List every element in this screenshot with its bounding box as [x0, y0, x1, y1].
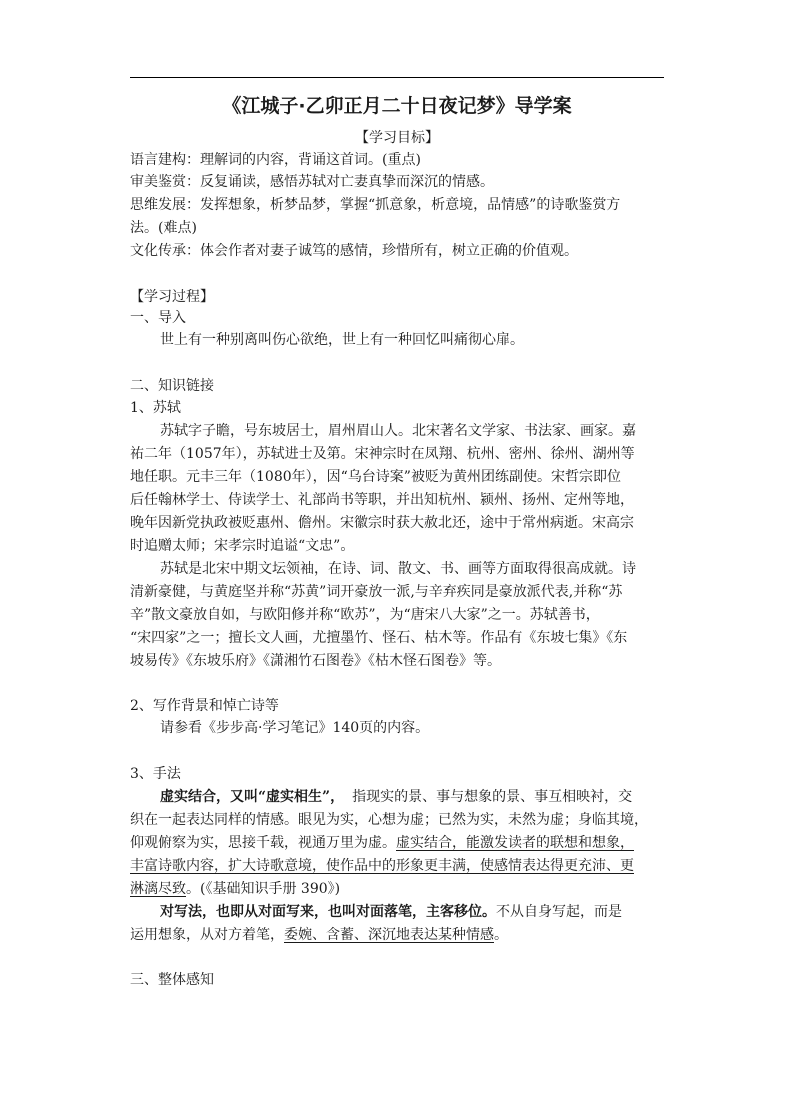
- underlined-text: 丰富诗歌内容，扩大诗歌意境，使作品中的形象更丰满，使感情表达得更充沛、更: [130, 858, 634, 874]
- section-3-heading: 三、整体感知: [130, 972, 214, 988]
- goal-thinking-cont: 法。(难点): [130, 220, 197, 236]
- bio-line: 苏轼字子瞻，号东坡居士，眉州眉山人。北宋著名文学家、书法家、画家。嘉: [160, 423, 636, 439]
- goals-header: 【学习目标】: [355, 130, 439, 146]
- background-reference: 请参看《步步高·学习笔记》140页的内容。: [160, 720, 430, 736]
- header-rule: [130, 77, 664, 78]
- goal-culture: 文化传承：体会作者对妻子诚笃的感情，珍惜所有，树立正确的价值观。: [130, 243, 578, 259]
- technique-line: 虚实结合，又叫“虚实相生”， 指现实的景、事与想象的景、事互相映衬，交: [160, 789, 633, 805]
- subsection-background: 2、写作背景和悼亡诗等: [130, 698, 279, 714]
- process-header: 【学习过程】: [130, 289, 214, 305]
- technique-line: 织在一起表达同样的情感。眼见为实，心想为虚；已然为实，未然为虚；身临其境，: [130, 812, 648, 828]
- technique-line: 仰观俯察为实，思接千载，视通万里为虚。虚实结合，能激发读者的联想和想象，: [130, 835, 634, 851]
- technique-line: 对写法，也即从对面写来，也叫对面落笔，主客移位。不从自身写起，而是: [160, 904, 622, 920]
- section-1-heading: 一、导入: [130, 310, 186, 326]
- underlined-text: 淋漓尽致: [130, 881, 186, 897]
- bio-line: 时追赠太师；宋孝宗时追谥“文忠”。: [130, 538, 355, 554]
- achievement-line: “宋四家”之一；擅长文人画，尤擅墨竹、怪石、枯木等。作品有《东坡七集》《东: [130, 630, 628, 646]
- bio-line: 祐二年（1057年），苏轼进士及第。宋神宗时在凤翔、杭州、密州、徐州、湖州等: [130, 446, 635, 462]
- goal-thinking: 思维发展：发挥想象，析梦品梦，掌握“抓意象，析意境，品情感”的诗歌鉴赏方: [130, 197, 621, 213]
- section-2-heading: 二、知识链接: [130, 378, 214, 394]
- subsection-technique: 3、手法: [130, 766, 181, 782]
- achievement-line: 清新豪健，与黄庭坚并称“苏黄”词开豪放一派,与辛弃疾同是豪放派代表,并称“苏: [130, 584, 623, 600]
- technique-term-xushi: 虚实结合，又叫“虚实相生”，: [160, 789, 345, 805]
- achievement-line: 苏轼是北宋中期文坛领袖，在诗、词、散文、书、画等方面取得很高成就。诗: [160, 561, 636, 577]
- subsection-sushi: 1、苏轼: [130, 400, 181, 416]
- technique-line: [130, 856, 634, 876]
- technique-line: 淋漓尽致。(《基础知识手册 390》): [130, 881, 341, 897]
- section-1-text: 世上有一种别离叫伤心欲绝，世上有一种回忆叫痛彻心扉。: [160, 332, 524, 348]
- achievement-line: 辛”散文豪放自如，与欧阳修并称“欧苏”，为“唐宋八大家”之一。苏轼善书，: [130, 607, 600, 623]
- underlined-text: 虚实结合，能激发读者的联想和想象，: [396, 835, 634, 851]
- technique-line: 运用想象，从对方着笔，委婉、含蓄、深沉地表达某种情感。: [130, 927, 508, 943]
- goal-language: 语言建构：理解词的内容，背诵这首词。(重点): [130, 152, 421, 168]
- goal-aesthetic: 审美鉴赏：反复诵读，感悟苏轼对亡妻真挚而深沉的情感。: [130, 174, 494, 190]
- document-title: 《江城子·乙卯正月二十日夜记梦》导学案: [222, 95, 572, 117]
- technique-term-duixie: 对写法，也即从对面写来，也叫对面落笔，主客移位。: [160, 904, 496, 920]
- achievement-line: 坡易传》《东坡乐府》《潇湘竹石图卷》《枯木怪石图卷》等。: [130, 653, 501, 669]
- bio-line: 后任翰林学士、侍读学士、礼部尚书等职，并出知杭州、颍州、扬州、定州等地，: [130, 492, 634, 508]
- underlined-text: 委婉、含蓄、深沉地表达某种情感: [284, 927, 494, 943]
- bio-line: 晚年因新党执政被贬惠州、儋州。宋徽宗时获大赦北还，途中于常州病逝。宋高宗: [130, 515, 634, 531]
- bio-line: 地任职。元丰三年（1080年），因“乌台诗案”被贬为黄州团练副使。宋哲宗即位: [130, 469, 621, 485]
